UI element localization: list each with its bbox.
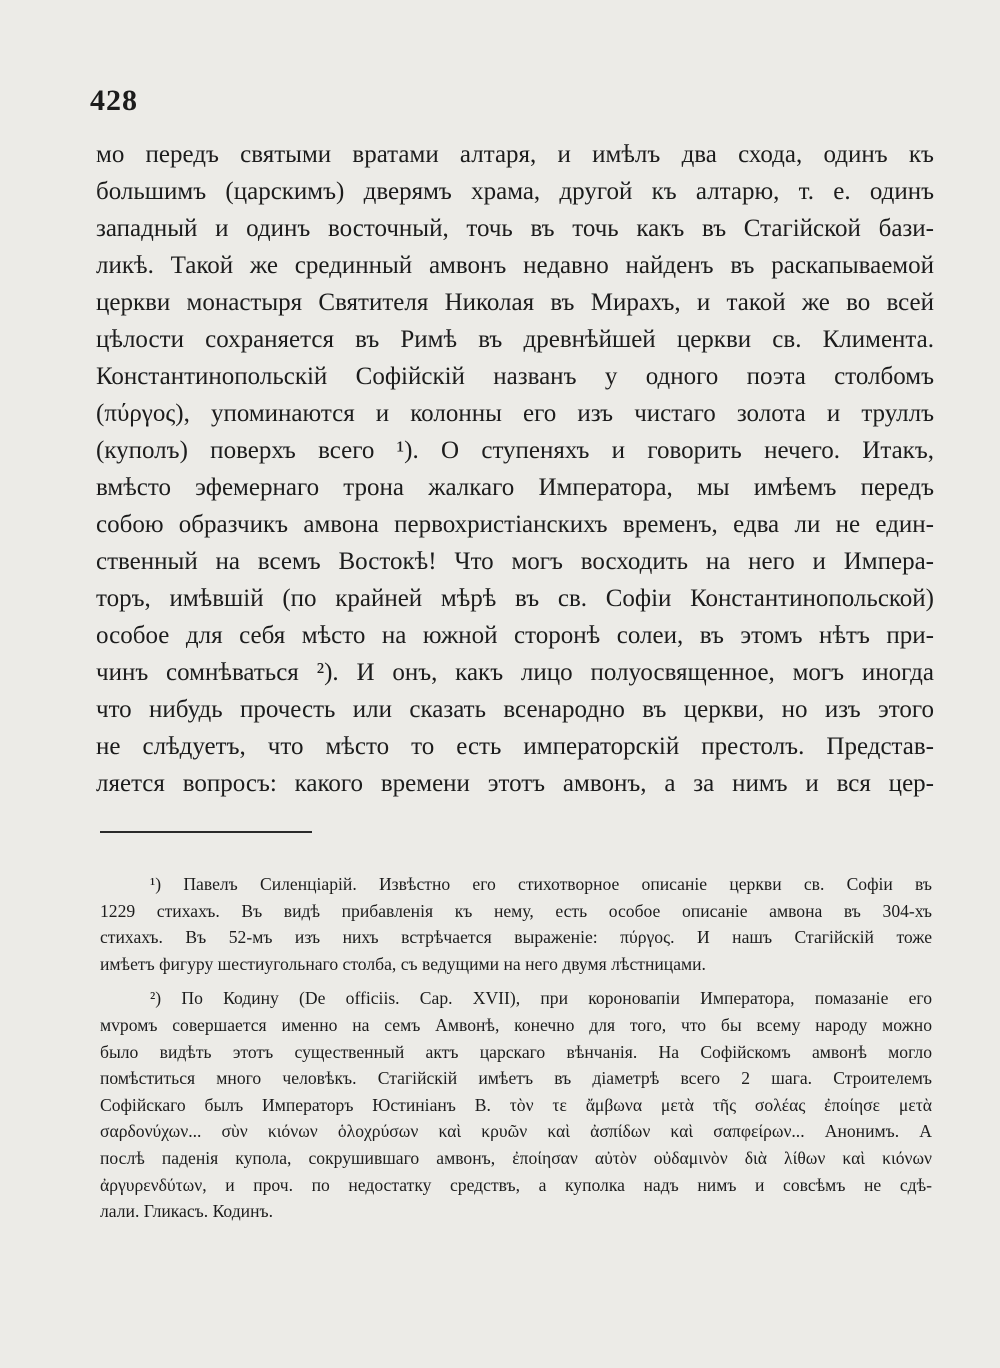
page-number: 428 [90, 84, 138, 117]
body-line: чинъ сомнѣваться ²). И онъ, какъ лицо полуосвященное, могъ иногда [96, 659, 934, 686]
body-line: собою образчикъ амвона первохристіанскихъ временъ, едва ли не един- [96, 511, 934, 538]
body-line: Константинопольскій Софійскій названъ у одного поэта столбомъ [96, 363, 934, 390]
footnote-line: 1229 стихахъ. Въ видѣ прибавленія къ нему, есть особое описаніе амвона въ 304-хъ [100, 900, 932, 921]
body-line: западный и одинъ восточный, точь въ точь какъ въ Стагійской бази- [96, 215, 934, 242]
body-line: церкви монастыря Святителя Николая въ Мирахъ, и такой же во всей [96, 289, 934, 316]
footnote-line: стихахъ. Въ 52-мъ изъ нихъ встрѣчается выраженіе: πύργος. И нашъ Стагійскій тоже [100, 927, 932, 948]
footnote-line: Софійскаго былъ Императоръ Юстиніанъ В. τὸν τε ἄμβωνα μετὰ τῆς σολέας ἐποίησε μετὰ [100, 1094, 932, 1115]
body-line: ликѣ. Такой же срединный амвонъ недавно найденъ въ раскапываемой [96, 252, 934, 279]
body-line: ственный на всемъ Востокѣ! Что могъ восходить на него и Импера- [96, 548, 934, 575]
footnote-line: σαρδονύχων... σὺν κιόνων ὁλοχρύσων καὶ κρυῶν καὶ ἀσπίδων καὶ σαπφείρων... Анонимъ. А [100, 1121, 932, 1142]
body-line: (πύργος), упоминаются и колонны его изъ чистаго золота и труллъ [96, 400, 934, 427]
body-line: что нибудь прочесть или сказать всенародно въ церкви, но изъ этого [96, 696, 934, 723]
body-line: не слѣдуетъ, что мѣсто то есть императорскій престолъ. Представ- [96, 733, 934, 760]
footnote-separator [100, 831, 312, 833]
footnote-line: лали. Гликасъ. Кодинъ. [100, 1201, 273, 1222]
body-line: торъ, имѣвшій (по крайней мѣрѣ въ св. Софіи Константинопольской) [96, 585, 934, 612]
footnote-1 [100, 871, 932, 977]
footnote-2 [100, 985, 932, 1224]
footnote-line: ¹) Павелъ Силенціарій. Извѣстно его стихотворное описаніе церкви св. Софіи въ [150, 874, 932, 894]
footnote-line: мvромъ совершается именно на семъ Амвонѣ, конечно для того, что бы всему народу можно [100, 1014, 932, 1035]
footnote-line: ²) По Кодину (De officiis. Cap. XVII), при короновапіи Императора, помазаніе его [150, 988, 932, 1009]
footnote-line: имѣетъ фигуру шестиугольнаго столба, съ ведущими на него двумя лѣстницами. [100, 953, 706, 974]
footnote-line: послѣ паденія купола, сокрушившаго амвонъ, ἐποίησαν αὐτὸν οὐδαμινὸν διὰ λίθων καὶ κιόνων [100, 1147, 932, 1168]
main-text [96, 136, 934, 802]
body-line: большимъ (царскимъ) дверямъ храма, другой къ алтарю, т. е. одинъ [96, 178, 934, 205]
body-line: (куполъ) поверхъ всего ¹). О ступеняхъ и говорить нечего. Итакъ, [96, 437, 934, 464]
body-line: ляется вопросъ: какого времени этотъ амвонъ, а за нимъ и вся цер- [96, 770, 934, 797]
body-line: мо передъ святыми вратами алтаря, и имѣлъ два схода, одинъ къ [96, 141, 934, 168]
footnotes [100, 871, 932, 1225]
footnote-line: было видѣть этотъ существенный актъ царскаго вѣнчанія. На Софійскомъ амвонѣ могло [100, 1041, 932, 1062]
body-line: особое для себя мѣсто на южной сторонѣ солеи, въ этомъ нѣтъ при- [96, 622, 934, 649]
footnote-line: помѣститься много человѣкъ. Стагійскій имѣетъ въ діаметрѣ всего 2 шага. Строителемъ [100, 1068, 932, 1089]
body-line: цѣлости сохраняется въ Римѣ въ древнѣйшей церкви св. Климента. [96, 326, 934, 353]
body-line: вмѣсто эфемернаго трона жалкаго Императора, мы имѣемъ передъ [96, 474, 934, 501]
footnote-line: ἀργυρενδύτων, и проч. по недостатку средствъ, а куполка надъ нимъ и совсѣмъ не сдѣ- [100, 1174, 932, 1195]
